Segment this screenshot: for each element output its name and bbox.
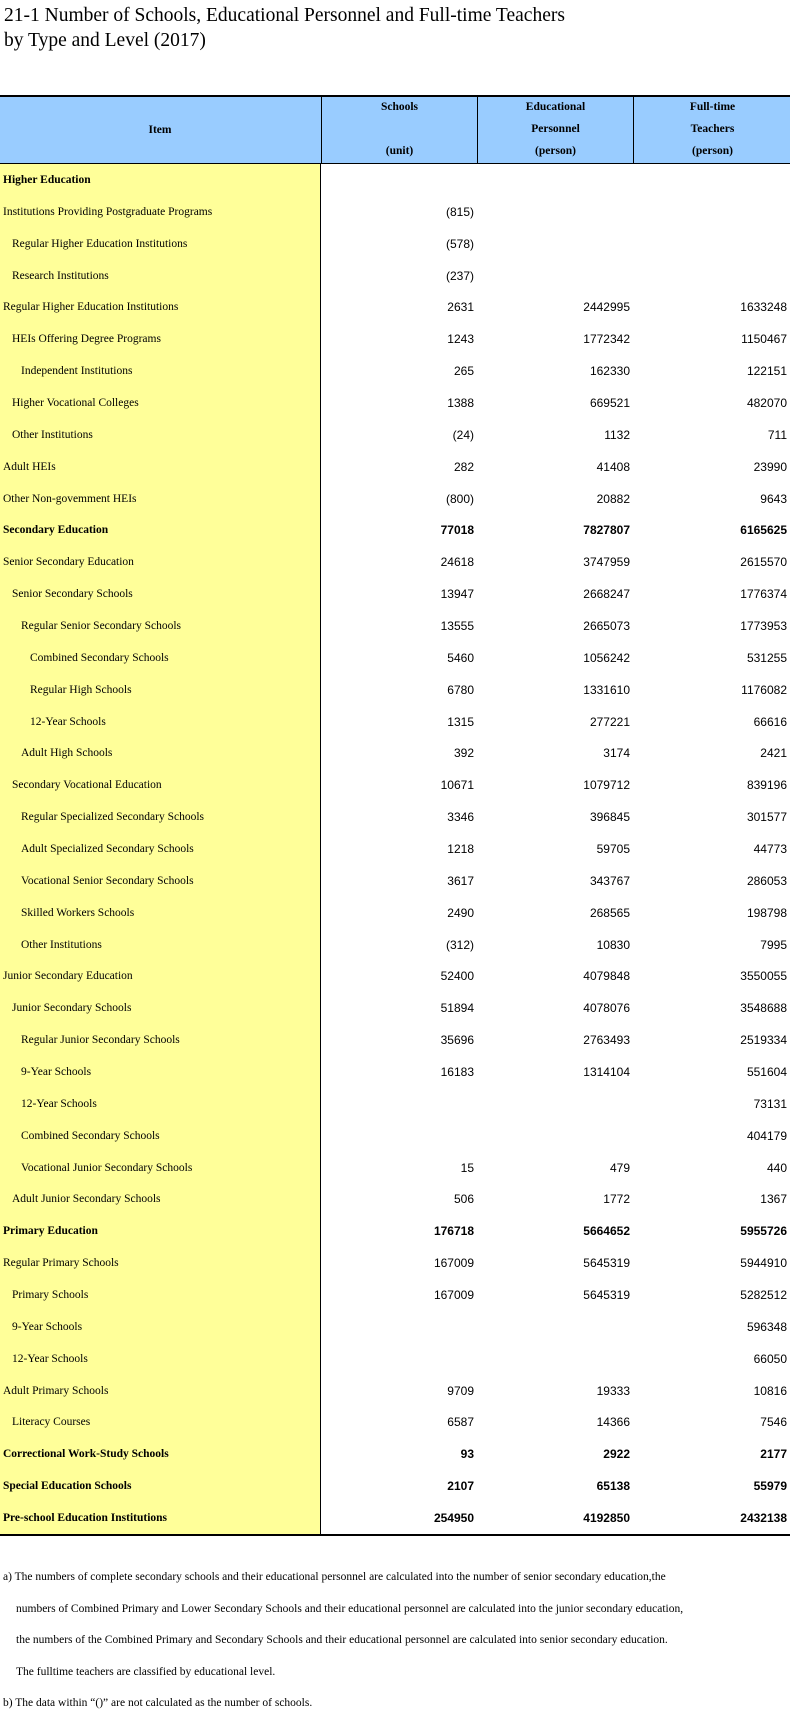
teachers-value: 286053 (746, 873, 787, 888)
schools-value: 3346 (447, 810, 474, 825)
personnel-value (477, 196, 630, 228)
table-row (0, 833, 790, 865)
note-a-line-3: the numbers of the Combined Primary and Secondary Schools and their educational personnel are calculated into senior secondary education. (16, 1634, 668, 1647)
personnel-value (477, 1120, 630, 1152)
personnel-value (477, 164, 630, 196)
table-row (0, 228, 790, 260)
table-row (0, 929, 790, 961)
row-label: Combined Secondary Schools (21, 1129, 160, 1142)
row-label: Junior Secondary Education (3, 970, 133, 983)
row-label: Other Institutions (21, 938, 102, 951)
schools-value: 24618 (440, 555, 474, 570)
header-item-label: Item (148, 124, 172, 136)
teachers-value: 3550055 (740, 969, 787, 984)
table-row (0, 1438, 790, 1470)
row-label: Literacy Courses (12, 1416, 91, 1429)
title-line-2: by Type and Level (2017) (4, 30, 206, 51)
header-personnel-label-2: Personnel (531, 123, 580, 135)
row-label: Regular Higher Education Institutions (12, 237, 188, 250)
row-label: Combined Secondary Schools (30, 651, 169, 664)
personnel-value: 1314104 (583, 1064, 630, 1079)
teachers-value: 596348 (746, 1319, 787, 1334)
schools-value: (815) (445, 204, 474, 219)
table-row (0, 451, 790, 483)
row-label: Skilled Workers Schools (21, 906, 135, 919)
teachers-value: 301577 (746, 810, 787, 825)
header-teachers-label-1: Full-time (689, 101, 736, 113)
schools-value: 167009 (433, 1288, 474, 1302)
teachers-value (633, 196, 787, 228)
table-row (0, 674, 790, 706)
table-row (0, 1470, 790, 1502)
note-b: b) The data within “()” are not calculated as the number of schools. (3, 1697, 313, 1710)
table-row (0, 291, 790, 323)
row-label: Vocational Senior Secondary Schools (21, 874, 194, 887)
teachers-value: 2615570 (740, 555, 787, 570)
personnel-value: 5645319 (583, 1288, 630, 1302)
table-bottom-rule (0, 1534, 790, 1536)
personnel-value: 343767 (589, 873, 630, 888)
teachers-value: 10816 (753, 1383, 787, 1398)
schools-value: 77018 (440, 523, 474, 538)
header-schools (321, 97, 477, 163)
teachers-value: 198798 (746, 905, 787, 920)
personnel-value (477, 260, 630, 292)
teachers-value: 7995 (760, 937, 787, 952)
table-row (0, 164, 790, 196)
row-label: Secondary Vocational Education (12, 779, 162, 792)
personnel-value: 5664652 (583, 1224, 630, 1239)
schools-value: 1243 (447, 332, 474, 347)
schools-value: 93 (460, 1447, 474, 1462)
personnel-value: 41408 (596, 459, 630, 474)
table-row (0, 737, 790, 769)
table-row (0, 483, 790, 515)
personnel-value: 162330 (589, 364, 630, 379)
personnel-value: 14366 (596, 1415, 630, 1430)
row-label: Special Education Schools (3, 1480, 132, 1493)
table-row (0, 196, 790, 228)
teachers-value: 2519334 (740, 1033, 787, 1048)
schools-value: 6587 (447, 1415, 474, 1430)
teachers-value: 482070 (746, 395, 787, 410)
personnel-value: 3747959 (583, 555, 630, 570)
personnel-value: 4192850 (583, 1511, 630, 1526)
row-label: Correctional Work-Study Schools (3, 1448, 169, 1461)
table-row (0, 419, 790, 451)
personnel-value: 1056242 (583, 650, 630, 665)
row-label: Adult HEIs (3, 460, 56, 473)
schools-value: 2631 (447, 300, 474, 315)
personnel-value: 5645319 (583, 1256, 630, 1271)
teachers-value: 3548688 (740, 1001, 787, 1016)
schools-value: 13947 (440, 587, 474, 602)
schools-value: 5460 (447, 650, 474, 665)
teachers-value: 440 (766, 1160, 787, 1175)
statistics-table (0, 95, 790, 1536)
row-label: Regular High Schools (30, 683, 132, 696)
table-row (0, 1247, 790, 1279)
note-a-line-1: a) The numbers of complete secondary schools and their educational personnel are calculated into the number of senior secondary education,the (3, 1571, 666, 1583)
row-label: Institutions Providing Postgraduate Programs (3, 205, 213, 218)
personnel-value: 4079848 (583, 969, 630, 984)
personnel-value: 3174 (603, 746, 630, 761)
teachers-value: 44773 (753, 841, 787, 856)
personnel-value: 2668247 (583, 587, 630, 602)
teachers-value: 1150467 (741, 332, 787, 347)
schools-value (321, 1120, 474, 1152)
schools-value: 9709 (447, 1383, 474, 1398)
row-label: Other Non-govemment HEIs (3, 492, 137, 505)
table-row (0, 960, 790, 992)
personnel-value: 479 (609, 1160, 630, 1175)
row-label: Research Institutions (12, 269, 109, 282)
header-personnel-label-1: Educational (525, 101, 586, 113)
teachers-value: 66616 (753, 714, 787, 729)
teachers-value: 6165625 (740, 523, 787, 538)
row-label: Adult Primary Schools (3, 1384, 109, 1397)
schools-value: (24) (452, 427, 474, 442)
row-label: Junior Secondary Schools (12, 1002, 132, 1015)
schools-value: 16183 (440, 1064, 474, 1079)
schools-value (321, 1311, 474, 1343)
schools-value: 1388 (447, 395, 474, 410)
table-row (0, 1407, 790, 1439)
teachers-value: 5282512 (740, 1288, 787, 1302)
table-row (0, 1088, 790, 1120)
schools-value: 1315 (447, 714, 474, 729)
schools-value (321, 164, 474, 196)
schools-value (321, 1088, 474, 1120)
table-row (0, 387, 790, 419)
personnel-value: 59705 (596, 841, 630, 856)
table-row (0, 1024, 790, 1056)
row-label: Higher Vocational Colleges (12, 396, 139, 409)
schools-value: (800) (445, 491, 474, 506)
teachers-value (633, 260, 787, 292)
header-teachers-label-2: Teachers (690, 123, 735, 135)
table-row (0, 769, 790, 801)
schools-value: 176718 (433, 1224, 474, 1239)
schools-value: 51894 (440, 1001, 474, 1016)
note-a-line-4: The fulltime teachers are classified by educational level. (16, 1665, 276, 1678)
personnel-value: 268565 (589, 905, 630, 920)
table-row (0, 546, 790, 578)
teachers-value: 23990 (753, 459, 787, 474)
row-label: 12-Year Schools (30, 715, 106, 728)
schools-value: (312) (445, 937, 474, 952)
teachers-value: 55979 (753, 1479, 787, 1494)
personnel-value: 10830 (596, 937, 630, 952)
header-schools-label: Schools (380, 101, 419, 113)
personnel-value: 1079712 (583, 778, 630, 793)
teachers-value: 711 (767, 427, 787, 442)
schools-value: 6780 (447, 682, 474, 697)
teachers-value: 1367 (760, 1192, 787, 1207)
personnel-value: 1772 (603, 1192, 630, 1207)
personnel-value: 1132 (604, 427, 630, 442)
teachers-value: 7546 (760, 1415, 787, 1430)
table-body (0, 164, 790, 1534)
personnel-value: 2442995 (583, 300, 630, 315)
header-item (0, 97, 320, 163)
row-label: Higher Education (3, 173, 91, 186)
schools-value: 13555 (440, 618, 474, 633)
schools-value: 10671 (440, 778, 474, 793)
teachers-value: 1176082 (741, 682, 787, 697)
table-row (0, 706, 790, 738)
table-row (0, 1184, 790, 1216)
row-label: Adult Junior Secondary Schools (12, 1193, 161, 1206)
row-label: Regular Senior Secondary Schools (21, 619, 182, 632)
row-label: Regular Higher Education Institutions (3, 301, 179, 314)
row-label: 9-Year Schools (21, 1065, 92, 1078)
personnel-value: 277221 (589, 714, 630, 729)
table-row (0, 514, 790, 546)
schools-value: 15 (460, 1160, 474, 1175)
schools-value: 2107 (447, 1479, 474, 1494)
header-personnel (477, 97, 633, 163)
teachers-value (633, 164, 787, 196)
teachers-value: 2421 (760, 746, 787, 761)
table-row (0, 1343, 790, 1375)
table-row (0, 1056, 790, 1088)
table-row (0, 1375, 790, 1407)
teachers-value: 404179 (746, 1128, 787, 1143)
teachers-value (633, 228, 787, 260)
teachers-value: 2177 (760, 1447, 787, 1462)
schools-value: 282 (453, 459, 474, 474)
personnel-value: 20882 (596, 491, 630, 506)
teachers-value: 1776374 (740, 587, 787, 602)
personnel-value: 65138 (596, 1479, 630, 1494)
table-row (0, 1279, 790, 1311)
header-personnel-unit: (person) (535, 145, 576, 157)
schools-value: 52400 (440, 969, 474, 984)
table-row (0, 992, 790, 1024)
title-line-1: 21-1 Number of Schools, Educational Personnel and Full-time Teachers (4, 5, 565, 26)
teachers-value: 531255 (746, 650, 787, 665)
table-row (0, 355, 790, 387)
row-label: 12-Year Schools (12, 1352, 88, 1365)
row-label: Vocational Junior Secondary Schools (21, 1161, 193, 1174)
schools-value: (578) (445, 236, 474, 251)
teachers-value: 551604 (746, 1064, 787, 1079)
personnel-value (477, 228, 630, 260)
table-row (0, 260, 790, 292)
table-row (0, 642, 790, 674)
row-label: Regular Specialized Secondary Schools (21, 811, 204, 824)
row-label: Adult High Schools (21, 747, 113, 760)
table-row (0, 1502, 790, 1534)
header-schools-unit: (unit) (385, 145, 414, 157)
schools-value: 265 (453, 364, 474, 379)
schools-value: (237) (445, 268, 474, 283)
row-label: Senior Secondary Schools (12, 588, 133, 601)
schools-value: 167009 (433, 1256, 474, 1271)
personnel-value: 1331610 (583, 682, 630, 697)
table-row (0, 865, 790, 897)
note-a-line-2: numbers of Combined Primary and Lower Secondary Schools and their educational personnel are calculated into the junior secondary education, (16, 1602, 684, 1615)
personnel-value: 669521 (589, 395, 630, 410)
row-label: Independent Institutions (21, 365, 133, 378)
schools-value: 3617 (447, 873, 474, 888)
row-label: 12-Year Schools (21, 1097, 97, 1110)
personnel-value (477, 1311, 630, 1343)
personnel-value: 2922 (603, 1447, 630, 1462)
table-row (0, 801, 790, 833)
row-label: Regular Junior Secondary Schools (21, 1034, 180, 1047)
table-row (0, 1120, 790, 1152)
personnel-value: 2665073 (583, 618, 630, 633)
table-row (0, 1311, 790, 1343)
teachers-value: 1773953 (740, 618, 787, 633)
table-header (0, 97, 790, 164)
row-label: Senior Secondary Education (3, 556, 134, 569)
table-row (0, 1152, 790, 1184)
schools-value (321, 1343, 474, 1375)
row-label: Primary Education (3, 1225, 98, 1238)
personnel-value (477, 1343, 630, 1375)
personnel-value: 396845 (589, 810, 630, 825)
row-label: Primary Schools (12, 1289, 89, 1301)
row-label: Other Institutions (12, 428, 93, 441)
schools-value: 35696 (440, 1033, 474, 1048)
table-row (0, 578, 790, 610)
teachers-value: 5944910 (740, 1256, 787, 1271)
row-label: Pre-school Education Institutions (3, 1512, 168, 1525)
table-row (0, 897, 790, 929)
schools-value: 2490 (447, 905, 474, 920)
table-row (0, 323, 790, 355)
teachers-value: 66050 (753, 1351, 787, 1366)
teachers-value: 9643 (760, 491, 787, 506)
personnel-value: 19333 (596, 1383, 630, 1398)
schools-value: 392 (453, 746, 474, 761)
table-row (0, 1215, 790, 1247)
row-label: Secondary Education (3, 524, 109, 537)
personnel-value: 4078076 (583, 1001, 630, 1016)
header-teachers-unit: (person) (692, 145, 733, 157)
row-label: Adult Specialized Secondary Schools (21, 842, 194, 855)
schools-value: 506 (453, 1192, 474, 1207)
schools-value: 254950 (433, 1511, 474, 1526)
personnel-value: 7827807 (583, 523, 630, 538)
personnel-value (477, 1088, 630, 1120)
footnotes (3, 1562, 789, 1720)
row-label: Regular Primary Schools (3, 1257, 119, 1270)
page-title (4, 3, 565, 53)
teachers-value: 122151 (746, 364, 787, 379)
row-label: 9-Year Schools (12, 1320, 83, 1333)
row-label: HEIs Offering Degree Programs (12, 333, 161, 346)
teachers-value: 2432138 (740, 1511, 787, 1526)
schools-value: 1218 (447, 841, 474, 856)
teachers-value: 73131 (753, 1096, 787, 1111)
personnel-value: 2763493 (583, 1033, 630, 1048)
table-row (0, 610, 790, 642)
teachers-value: 5955726 (740, 1224, 787, 1239)
teachers-value: 1633248 (740, 300, 787, 315)
header-teachers (633, 97, 790, 163)
teachers-value: 839196 (746, 778, 787, 793)
personnel-value: 1772342 (583, 332, 630, 347)
